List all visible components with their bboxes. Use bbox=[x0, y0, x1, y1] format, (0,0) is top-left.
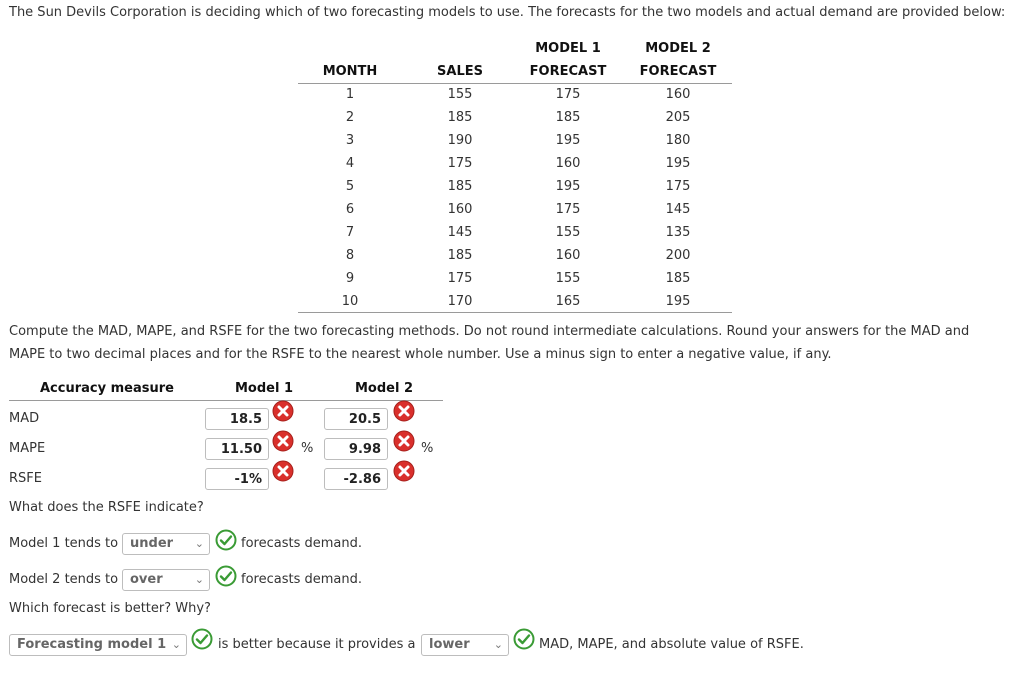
month-cell: 4 bbox=[345, 156, 355, 171]
model1-forecast-cell: 155 bbox=[555, 271, 581, 286]
model2-prefix: Model 2 tends to bbox=[9, 572, 119, 587]
model1-forecast-cell: 195 bbox=[555, 133, 581, 148]
model1-mad-input[interactable]: 18.5 bbox=[205, 408, 269, 430]
model2-forecast-cell: 195 bbox=[665, 156, 691, 171]
instructions-text: Compute the MAD, MAPE, and RSFE for the two forecasting methods. Do not round intermediate calculations. Round your answers for the MAD and MAPE to two decimal places and for the RSFE to the nearest whole number. Use a minus sign to enter a negative value, if any. bbox=[9, 324, 970, 362]
sales-cell: 185 bbox=[447, 248, 473, 263]
incorrect-x-icon bbox=[393, 460, 415, 482]
month-cell: 7 bbox=[345, 225, 355, 240]
header-month: MONTH bbox=[322, 64, 378, 79]
month-cell: 8 bbox=[345, 248, 355, 263]
check-icon bbox=[191, 628, 213, 650]
model2-forecast-cell: 180 bbox=[665, 133, 691, 148]
month-cell: 9 bbox=[345, 271, 355, 286]
better-question: Which forecast is better? Why? bbox=[9, 601, 211, 616]
measure-label: MAPE bbox=[9, 441, 46, 456]
incorrect-x-icon bbox=[272, 430, 294, 452]
check-icon bbox=[513, 628, 535, 650]
model2-rsfe-input[interactable]: -2.86 bbox=[324, 468, 388, 490]
incorrect-x-icon bbox=[272, 460, 294, 482]
month-cell: 2 bbox=[345, 110, 355, 125]
percent-unit: % bbox=[421, 441, 434, 456]
model2-forecast-cell: 200 bbox=[665, 248, 691, 263]
model1-forecast-cell: 155 bbox=[555, 225, 581, 240]
incorrect-x-icon bbox=[272, 400, 294, 422]
model2-forecast-cell: 135 bbox=[665, 225, 691, 240]
model2-forecast-cell: 175 bbox=[665, 179, 691, 194]
better-measure-select[interactable] bbox=[421, 634, 509, 656]
model2-forecast-cell: 185 bbox=[665, 271, 691, 286]
model1-forecast-cell: 165 bbox=[555, 294, 581, 309]
model2-mad-input[interactable]: 20.5 bbox=[324, 408, 388, 430]
model1-forecast-cell: 185 bbox=[555, 110, 581, 125]
month-cell: 10 bbox=[341, 294, 359, 309]
model1-rsfe-input[interactable]: -1% bbox=[205, 468, 269, 490]
model2-tendency-select[interactable] bbox=[122, 569, 210, 591]
model2-forecast-cell: 160 bbox=[665, 87, 691, 102]
sales-cell: 145 bbox=[447, 225, 473, 240]
model1-tendency-select[interactable] bbox=[122, 533, 210, 555]
month-cell: 5 bbox=[345, 179, 355, 194]
percent-unit: % bbox=[301, 441, 314, 456]
sales-cell: 185 bbox=[447, 179, 473, 194]
intro-text: The Sun Devils Corporation is deciding which of two forecasting models to use. The forecasts for the two models and actual demand are provided below: bbox=[9, 5, 1006, 20]
model1-prefix: Model 1 tends to bbox=[9, 536, 119, 551]
sales-cell: 175 bbox=[447, 271, 473, 286]
check-icon bbox=[215, 529, 237, 551]
model1-forecast-cell: 175 bbox=[555, 87, 581, 102]
sales-cell: 190 bbox=[447, 133, 473, 148]
model2-suffix: forecasts demand. bbox=[241, 572, 362, 587]
sales-cell: 170 bbox=[447, 294, 473, 309]
model1-tendency-value: under bbox=[130, 536, 174, 551]
incorrect-x-icon bbox=[393, 400, 415, 422]
model1-forecast-cell: 195 bbox=[555, 179, 581, 194]
chevron-down-icon: ⌄ bbox=[194, 537, 204, 550]
table-header-rule bbox=[298, 83, 732, 84]
table-bottom-rule bbox=[298, 312, 732, 313]
header-model1-bottom: FORECAST bbox=[529, 64, 607, 79]
measure-label: MAD bbox=[9, 411, 40, 426]
header-model2-top: MODEL 2 bbox=[645, 41, 711, 56]
model2-tendency-value: over bbox=[130, 572, 163, 587]
chevron-down-icon: ⌄ bbox=[171, 638, 181, 651]
header-sales: SALES bbox=[437, 64, 483, 79]
chevron-down-icon: ⌄ bbox=[194, 573, 204, 586]
model2-mape-input[interactable]: 9.98 bbox=[324, 438, 388, 460]
answer-header-rule bbox=[9, 400, 443, 401]
sales-cell: 160 bbox=[447, 202, 473, 217]
model1-forecast-cell: 160 bbox=[555, 248, 581, 263]
answer-header-model2: Model 2 bbox=[355, 381, 414, 396]
better-measure-value: lower bbox=[429, 637, 470, 652]
month-cell: 1 bbox=[345, 87, 355, 102]
sales-cell: 185 bbox=[447, 110, 473, 125]
better-middle-text: is better because it provides a bbox=[218, 637, 416, 652]
header-model2-bottom: FORECAST bbox=[639, 64, 717, 79]
better-model-value: Forecasting model 1 bbox=[17, 637, 167, 652]
measure-label: RSFE bbox=[9, 471, 42, 486]
answer-header-model1: Model 1 bbox=[235, 381, 294, 396]
model1-suffix: forecasts demand. bbox=[241, 536, 362, 551]
rsfe-question: What does the RSFE indicate? bbox=[9, 500, 204, 515]
model1-mape-input[interactable]: 11.50 bbox=[205, 438, 269, 460]
model2-forecast-cell: 205 bbox=[665, 110, 691, 125]
sales-cell: 175 bbox=[447, 156, 473, 171]
chevron-down-icon: ⌄ bbox=[493, 638, 503, 651]
better-model-select[interactable] bbox=[9, 634, 187, 656]
sales-cell: 155 bbox=[447, 87, 473, 102]
header-model1-top: MODEL 1 bbox=[535, 41, 601, 56]
answer-header-measure: Accuracy measure bbox=[40, 381, 174, 396]
month-cell: 6 bbox=[345, 202, 355, 217]
incorrect-x-icon bbox=[393, 430, 415, 452]
check-icon bbox=[215, 565, 237, 587]
model2-forecast-cell: 195 bbox=[665, 294, 691, 309]
model1-forecast-cell: 160 bbox=[555, 156, 581, 171]
better-suffix: MAD, MAPE, and absolute value of RSFE. bbox=[539, 637, 804, 652]
month-cell: 3 bbox=[345, 133, 355, 148]
model2-forecast-cell: 145 bbox=[665, 202, 691, 217]
model1-forecast-cell: 175 bbox=[555, 202, 581, 217]
